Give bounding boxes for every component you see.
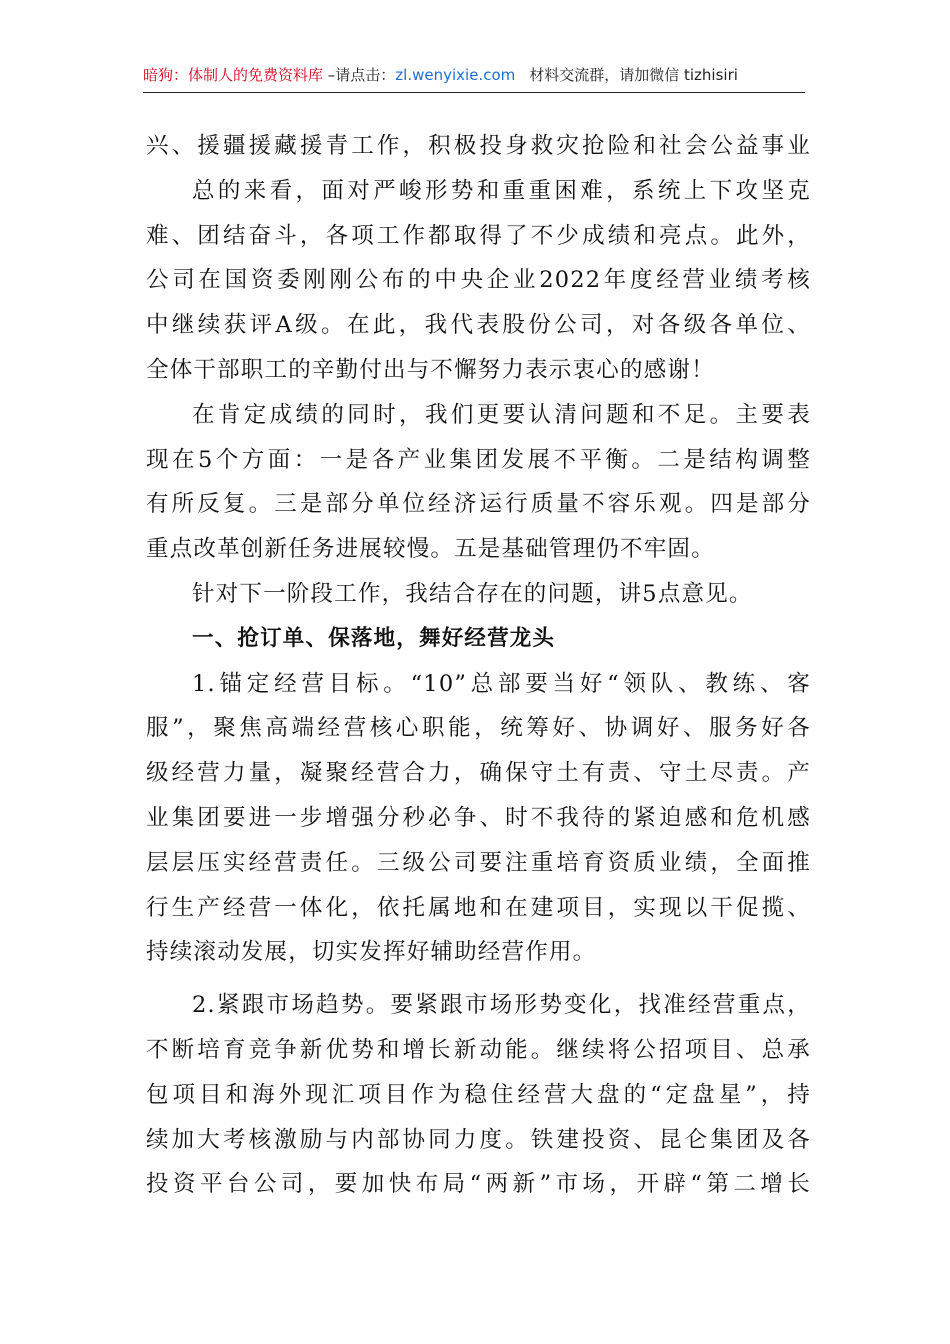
header-contact-note: 材料交流群，请加微信 tizhisiri <box>529 66 738 84</box>
paragraph-line: 在肯定成绩的同时，我们更要认清问题和不足。主要表 <box>192 401 811 428</box>
header-url-link[interactable]: zl.wenyixie.com <box>395 66 516 84</box>
paragraph-line: 1.锚定经营目标。“10”总部要当好“领队、教练、客 <box>192 670 811 697</box>
paragraph-line: 投资平台公司，要加快布局“两新”市场，开辟“第二增长 <box>146 1171 811 1198</box>
paragraph-line: 全体干部职工的辛勤付出与不懈努力表示衷心的感谢！ <box>146 356 715 383</box>
paragraph-line: 兴、援疆援藏援青工作，积极投身救灾抢险和社会公益事业 <box>146 133 811 159</box>
paragraph-line: 有所反复。三是部分单位经济运行质量不容乐观。四是部分 <box>146 491 811 518</box>
paragraph-line: 难、团结奋斗，各项工作都取得了不少成绩和亮点。此外， <box>146 222 811 249</box>
paragraph-line: 持续滚动发展，切实发挥好辅助经营作用。 <box>146 939 597 966</box>
paragraph-line: 重点改革创新任务进展较慢。五是基础管理仍不牢固。 <box>146 536 715 563</box>
paragraph-line: 中继续获评A级。在此，我代表股份公司，对各级各单位、 <box>146 312 811 339</box>
paragraph-line: 行生产经营一体化，依托属地和在建项目，实现以干促揽、 <box>146 894 811 921</box>
paragraph-gap <box>146 975 811 983</box>
paragraph-line: 服”，聚焦高端经营核心职能，统筹好、协调好、服务好各 <box>146 715 811 742</box>
header-click-prompt: –请点击： <box>323 66 396 84</box>
paragraph-line: 现在5个方面：一是各产业集团发展不平衡。二是结构调整 <box>146 446 811 473</box>
paragraph-line: 级经营力量，凝聚经营合力，确保守土有责、守土尽责。产 <box>146 760 811 787</box>
paragraph-line: 包项目和海外现汇项目作为稳住经营大盘的“定盘星”，持 <box>146 1081 811 1108</box>
paragraph-line: 业集团要进一步增强分秒必争、时不我待的紧迫感和危机感 <box>146 804 811 831</box>
section-heading: 一、抢订单、保落地，舞好经营龙头 <box>192 625 556 651</box>
paragraph-line: 总的来看，面对严峻形势和重重困难，系统上下攻坚克 <box>192 177 811 204</box>
paragraph-line: 续加大考核激励与内部协同力度。铁建投资、昆仑集团及各 <box>146 1126 811 1153</box>
paragraph-line: 不断培育竞争新优势和增长新动能。继续将公招项目、总承 <box>146 1036 811 1063</box>
paragraph-line: 公司在国资委刚刚公布的中央企业2022年度经营业绩考核 <box>146 267 811 294</box>
paragraph-line: 2.紧跟市场趋势。要紧跟市场形势变化，找准经营重点， <box>192 992 811 1019</box>
paragraph-line: 层层压实经营责任。三级公司要注重培育资质业绩，全面推 <box>146 849 811 876</box>
paragraph-line: 针对下一阶段工作，我结合存在的问题，讲5点意见。 <box>192 580 753 607</box>
document-body <box>146 124 811 1207</box>
page-header <box>143 58 805 93</box>
header-brand: 暗狗：体制人的免费资料库 <box>143 66 324 84</box>
